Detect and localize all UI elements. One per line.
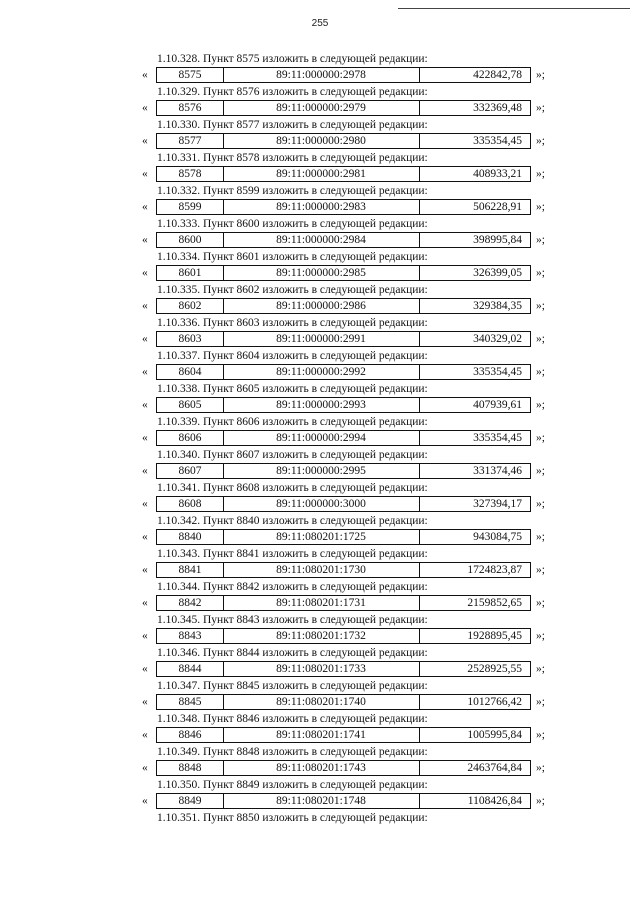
row-table	[156, 331, 531, 347]
close-quote: »;	[536, 333, 545, 345]
close-quote: »;	[536, 69, 545, 81]
row-table	[156, 364, 531, 380]
amendment-heading: 1.10.350. Пункт 8849 изложить в следующей редакции:	[157, 779, 428, 791]
open-quote: «	[142, 135, 148, 147]
open-quote: «	[142, 432, 148, 444]
cadastral-number-cell: 89:11:000000:2995	[223, 464, 420, 478]
amendment-item	[0, 85, 640, 118]
open-quote: «	[142, 465, 148, 477]
open-quote: «	[142, 300, 148, 312]
item-number-cell: 8601	[157, 266, 224, 280]
cadastral-value-cell: 1005995,84	[467, 729, 522, 741]
cadastral-value-cell: 407939,61	[473, 399, 522, 411]
close-quote: »;	[536, 432, 545, 444]
amendment-item	[0, 679, 640, 712]
table-row	[142, 430, 562, 446]
row-table	[156, 430, 531, 446]
row-table	[156, 166, 531, 182]
open-quote: «	[142, 201, 148, 213]
item-number-cell: 8575	[157, 68, 224, 82]
close-quote: »;	[536, 696, 545, 708]
cadastral-value-cell: 408933,21	[473, 168, 522, 180]
amendment-item	[0, 514, 640, 547]
cadastral-number-cell: 89:11:080201:1730	[223, 563, 420, 577]
cadastral-number-cell: 89:11:000000:2994	[223, 431, 420, 445]
amendment-item	[0, 415, 640, 448]
amendment-heading: 1.10.336. Пункт 8603 изложить в следующей редакции:	[157, 317, 428, 329]
amendment-item	[0, 778, 640, 811]
cadastral-value-cell: 329384,35	[473, 300, 522, 312]
close-quote: »;	[536, 762, 545, 774]
close-quote: »;	[536, 135, 545, 147]
close-quote: »;	[536, 102, 545, 114]
amendment-list	[0, 52, 640, 831]
cadastral-value-cell: 943084,75	[473, 531, 522, 543]
amendment-heading: 1.10.339. Пункт 8606 изложить в следующей редакции:	[157, 416, 428, 428]
item-number-cell: 8599	[157, 200, 224, 214]
cadastral-value-cell: 2463764,84	[467, 762, 522, 774]
cadastral-value-cell: 340329,02	[473, 333, 522, 345]
close-quote: »;	[536, 795, 545, 807]
table-row	[142, 562, 562, 578]
cadastral-number-cell: 89:11:000000:3000	[223, 497, 420, 511]
item-number-cell: 8604	[157, 365, 224, 379]
cadastral-value-cell: 398995,84	[473, 234, 522, 246]
item-number-cell: 8849	[157, 794, 224, 808]
amendment-heading: 1.10.332. Пункт 8599 изложить в следующей редакции:	[157, 185, 428, 197]
open-quote: «	[142, 69, 148, 81]
amendment-heading: 1.10.343. Пункт 8841 изложить в следующей редакции:	[157, 548, 428, 560]
table-row	[142, 661, 562, 677]
close-quote: »;	[536, 399, 545, 411]
cadastral-number-cell: 89:11:080201:1740	[223, 695, 420, 709]
item-number-cell: 8841	[157, 563, 224, 577]
open-quote: «	[142, 102, 148, 114]
item-number-cell: 8602	[157, 299, 224, 313]
row-table	[156, 463, 531, 479]
item-number-cell: 8844	[157, 662, 224, 676]
open-quote: «	[142, 663, 148, 675]
row-table	[156, 100, 531, 116]
amendment-item	[0, 184, 640, 217]
table-row	[142, 364, 562, 380]
amendment-item	[0, 316, 640, 349]
amendment-heading: 1.10.344. Пункт 8842 изложить в следующей редакции:	[157, 581, 428, 593]
item-number-cell: 8840	[157, 530, 224, 544]
open-quote: «	[142, 267, 148, 279]
cadastral-value-cell: 332369,48	[473, 102, 522, 114]
item-number-cell: 8576	[157, 101, 224, 115]
cadastral-number-cell: 89:11:000000:2983	[223, 200, 420, 214]
amendment-heading: 1.10.347. Пункт 8845 изложить в следующей редакции:	[157, 680, 428, 692]
table-row	[142, 298, 562, 314]
row-table	[156, 694, 531, 710]
row-table	[156, 529, 531, 545]
amendment-item	[0, 646, 640, 679]
cadastral-value-cell: 1928895,45	[467, 630, 522, 642]
cadastral-number-cell: 89:11:080201:1731	[223, 596, 420, 610]
close-quote: »;	[536, 168, 545, 180]
row-table	[156, 595, 531, 611]
open-quote: «	[142, 762, 148, 774]
close-quote: »;	[536, 234, 545, 246]
top-rule	[398, 8, 630, 9]
table-row	[142, 793, 562, 809]
table-row	[142, 331, 562, 347]
cadastral-number-cell: 89:11:080201:1748	[223, 794, 420, 808]
cadastral-value-cell: 506228,91	[473, 201, 522, 213]
amendment-heading: 1.10.351. Пункт 8850 изложить в следующей редакции:	[157, 812, 428, 824]
table-row	[142, 100, 562, 116]
amendment-heading: 1.10.333. Пункт 8600 изложить в следующей редакции:	[157, 218, 428, 230]
open-quote: «	[142, 795, 148, 807]
row-table	[156, 661, 531, 677]
amendment-item	[0, 151, 640, 184]
amendment-heading: 1.10.338. Пункт 8605 изложить в следующей редакции:	[157, 383, 428, 395]
open-quote: «	[142, 399, 148, 411]
amendment-heading: 1.10.329. Пункт 8576 изложить в следующей редакции:	[157, 86, 428, 98]
cadastral-number-cell: 89:11:000000:2992	[223, 365, 420, 379]
row-table	[156, 265, 531, 281]
amendment-heading: 1.10.330. Пункт 8577 изложить в следующей редакции:	[157, 119, 428, 131]
row-table	[156, 496, 531, 512]
table-row	[142, 760, 562, 776]
cadastral-value-cell: 2528925,55	[467, 663, 522, 675]
amendment-item	[0, 52, 640, 85]
table-row	[142, 133, 562, 149]
cadastral-number-cell: 89:11:080201:1733	[223, 662, 420, 676]
close-quote: »;	[536, 267, 545, 279]
amendment-heading: 1.10.341. Пункт 8608 изложить в следующей редакции:	[157, 482, 428, 494]
item-number-cell: 8842	[157, 596, 224, 610]
open-quote: «	[142, 234, 148, 246]
amendment-heading: 1.10.331. Пункт 8578 изложить в следующей редакции:	[157, 152, 428, 164]
amendment-heading: 1.10.340. Пункт 8607 изложить в следующей редакции:	[157, 449, 428, 461]
cadastral-number-cell: 89:11:080201:1743	[223, 761, 420, 775]
row-table	[156, 298, 531, 314]
table-row	[142, 496, 562, 512]
table-row	[142, 529, 562, 545]
row-table	[156, 397, 531, 413]
open-quote: «	[142, 531, 148, 543]
amendment-item	[0, 712, 640, 745]
amendment-item	[0, 580, 640, 613]
close-quote: »;	[536, 300, 545, 312]
amendment-item	[0, 349, 640, 382]
open-quote: «	[142, 366, 148, 378]
cadastral-number-cell: 89:11:080201:1741	[223, 728, 420, 742]
close-quote: »;	[536, 465, 545, 477]
cadastral-number-cell: 89:11:080201:1725	[223, 530, 420, 544]
amendment-heading: 1.10.342. Пункт 8840 изложить в следующей редакции:	[157, 515, 428, 527]
cadastral-value-cell: 2159852,65	[467, 597, 522, 609]
item-number-cell: 8607	[157, 464, 224, 478]
row-table	[156, 562, 531, 578]
cadastral-value-cell: 1724823,87	[467, 564, 522, 576]
cadastral-value-cell: 335354,45	[473, 366, 522, 378]
close-quote: »;	[536, 531, 545, 543]
table-row	[142, 628, 562, 644]
item-number-cell: 8848	[157, 761, 224, 775]
cadastral-value-cell: 331374,46	[473, 465, 522, 477]
row-table	[156, 199, 531, 215]
open-quote: «	[142, 729, 148, 741]
table-row	[142, 727, 562, 743]
amendment-item	[0, 283, 640, 316]
close-quote: »;	[536, 630, 545, 642]
item-number-cell: 8608	[157, 497, 224, 511]
amendment-item	[0, 382, 640, 415]
cadastral-value-cell: 326399,05	[473, 267, 522, 279]
amendment-item	[0, 448, 640, 481]
cadastral-number-cell: 89:11:000000:2985	[223, 266, 420, 280]
item-number-cell: 8578	[157, 167, 224, 181]
amendment-item	[0, 547, 640, 580]
row-table	[156, 133, 531, 149]
amendment-item	[0, 811, 640, 831]
amendment-heading: 1.10.337. Пункт 8604 изложить в следующей редакции:	[157, 350, 428, 362]
cadastral-number-cell: 89:11:000000:2981	[223, 167, 420, 181]
table-row	[142, 694, 562, 710]
amendment-heading: 1.10.345. Пункт 8843 изложить в следующей редакции:	[157, 614, 428, 626]
item-number-cell: 8845	[157, 695, 224, 709]
close-quote: »;	[536, 564, 545, 576]
table-row	[142, 166, 562, 182]
amendment-item	[0, 118, 640, 151]
row-table	[156, 628, 531, 644]
open-quote: «	[142, 597, 148, 609]
cadastral-value-cell: 422842,78	[473, 69, 522, 81]
open-quote: «	[142, 564, 148, 576]
item-number-cell: 8843	[157, 629, 224, 643]
open-quote: «	[142, 696, 148, 708]
cadastral-number-cell: 89:11:000000:2980	[223, 134, 420, 148]
row-table	[156, 67, 531, 83]
row-table	[156, 793, 531, 809]
close-quote: »;	[536, 201, 545, 213]
open-quote: «	[142, 333, 148, 345]
close-quote: »;	[536, 597, 545, 609]
table-row	[142, 463, 562, 479]
row-table	[156, 727, 531, 743]
amendment-heading: 1.10.328. Пункт 8575 изложить в следующей редакции:	[157, 53, 428, 65]
close-quote: »;	[536, 498, 545, 510]
cadastral-number-cell: 89:11:000000:2984	[223, 233, 420, 247]
amendment-item	[0, 613, 640, 646]
open-quote: «	[142, 498, 148, 510]
item-number-cell: 8577	[157, 134, 224, 148]
cadastral-value-cell: 1108426,84	[467, 795, 522, 807]
table-row	[142, 397, 562, 413]
amendment-item	[0, 481, 640, 514]
row-table	[156, 232, 531, 248]
table-row	[142, 67, 562, 83]
cadastral-value-cell: 1012766,42	[467, 696, 522, 708]
amendment-heading: 1.10.335. Пункт 8602 изложить в следующей редакции:	[157, 284, 428, 296]
item-number-cell: 8846	[157, 728, 224, 742]
table-row	[142, 232, 562, 248]
amendment-heading: 1.10.334. Пункт 8601 изложить в следующей редакции:	[157, 251, 428, 263]
row-table	[156, 760, 531, 776]
amendment-heading: 1.10.349. Пункт 8848 изложить в следующей редакции:	[157, 746, 428, 758]
amendment-item	[0, 745, 640, 778]
cadastral-number-cell: 89:11:000000:2991	[223, 332, 420, 346]
page-number: 255	[311, 18, 329, 29]
cadastral-value-cell: 335354,45	[473, 432, 522, 444]
open-quote: «	[142, 168, 148, 180]
cadastral-number-cell: 89:11:080201:1732	[223, 629, 420, 643]
open-quote: «	[142, 630, 148, 642]
close-quote: »;	[536, 366, 545, 378]
table-row	[142, 265, 562, 281]
amendment-heading: 1.10.348. Пункт 8846 изложить в следующей редакции:	[157, 713, 428, 725]
amendment-item	[0, 217, 640, 250]
cadastral-value-cell: 335354,45	[473, 135, 522, 147]
cadastral-number-cell: 89:11:000000:2978	[223, 68, 420, 82]
item-number-cell: 8600	[157, 233, 224, 247]
cadastral-number-cell: 89:11:000000:2979	[223, 101, 420, 115]
item-number-cell: 8603	[157, 332, 224, 346]
table-row	[142, 199, 562, 215]
amendment-item	[0, 250, 640, 283]
cadastral-value-cell: 327394,17	[473, 498, 522, 510]
item-number-cell: 8605	[157, 398, 224, 412]
table-row	[142, 595, 562, 611]
cadastral-number-cell: 89:11:000000:2986	[223, 299, 420, 313]
close-quote: »;	[536, 663, 545, 675]
close-quote: »;	[536, 729, 545, 741]
amendment-heading: 1.10.346. Пункт 8844 изложить в следующей редакции:	[157, 647, 428, 659]
item-number-cell: 8606	[157, 431, 224, 445]
cadastral-number-cell: 89:11:000000:2993	[223, 398, 420, 412]
